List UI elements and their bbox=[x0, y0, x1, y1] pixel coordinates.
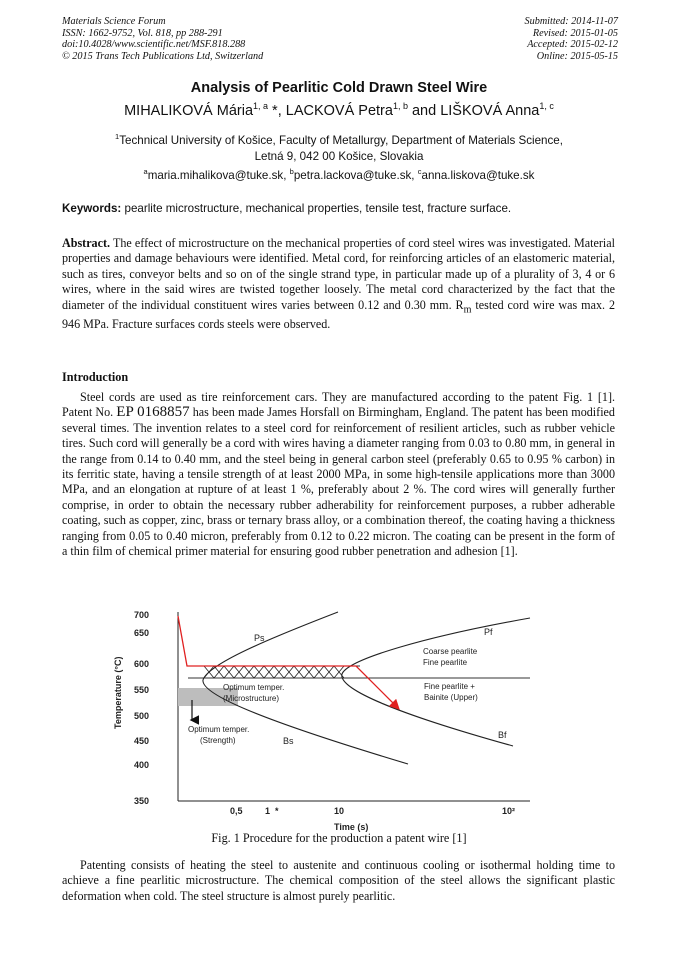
y-tick-label: 400 bbox=[134, 760, 150, 770]
opt-micro-label-1: Optimum temper. bbox=[223, 683, 285, 692]
affiliation-line1: Technical University of Košice, Faculty of Metallurgy, Department of Materials Science, bbox=[119, 133, 563, 147]
coarse-pearlite-label: Coarse pearlite bbox=[423, 647, 478, 656]
intro-text-end: has been made James Horsfall on Birmingham, England. The patent has been modified several times. The invention relates to a steel cord for reinforcement of resilient articles, such as rubber vehicle tires. Such cord will generally be a cord with wires having a diameter ranging from 0.03 to 0.80 mm, in general in the range from 0.14 to 0.40 mm, and the steel being in general carbon steel (preferably 0.65 to 0.95 % carbon) in its ferritic state, having a tensile strength of at least 2000 MPa, in some high-tensile applications more than 3000 MPa, and an elongation at rupture of at least 1 %, preferably about 2 %. The cord wires will generally further comprise, in order to obtain the necessary rubber adherability for reinforcement purposes, a rubber adherable coating, such as copper, zinc, brass or ternary brass alloy, or a combination thereof, the coating having a thickness ranging from 0.05 to 0.40 micron, preferably from 0.12 to 0.22 micron. The coating can be present in the form of a thin film of chemical primer material for ensuring good rubber penetration and adhesion [1]. bbox=[62, 405, 615, 559]
email-link[interactable]: petra.lackova@tuke.sk bbox=[293, 168, 412, 182]
author-separator: and bbox=[407, 102, 441, 119]
x-tick-label: 1 bbox=[265, 806, 271, 816]
pf-label: Pf bbox=[484, 627, 493, 637]
x-axis-label: Time (s) bbox=[334, 822, 369, 832]
y-tick-label: 650 bbox=[134, 628, 150, 638]
keywords bbox=[62, 202, 622, 215]
x-tick-label: 10² bbox=[502, 806, 516, 816]
section-heading-introduction: Introduction bbox=[62, 370, 129, 384]
bf-label: Bf bbox=[498, 730, 507, 740]
patenting-paragraph: Patenting consists of heating the steel to austenite and continuous cooling or isothermal holding time to achieve a fine pearlitic microstructure. The chemical composition of the steel allows the significant plastic deformation when cold. The steel structure is almost purely pearlitic. bbox=[62, 858, 615, 903]
y-tick-label: 450 bbox=[134, 736, 150, 746]
author-separator: *, bbox=[268, 102, 286, 119]
revised-date: Revised: 2015-01-05 bbox=[532, 27, 618, 39]
email-sup: a bbox=[143, 167, 148, 176]
email-sup: c bbox=[417, 167, 422, 176]
author-name: LACKOVÁ Petra bbox=[285, 102, 393, 119]
fine-pearlite-label: Fine pearlite bbox=[423, 658, 468, 667]
accepted-date: Accepted: 2015-02-12 bbox=[527, 39, 618, 50]
abstract-sub: m bbox=[463, 304, 472, 316]
figure-caption: Fig. 1 Procedure for the production a patent wire [1] bbox=[211, 831, 467, 845]
submission-dates bbox=[525, 16, 618, 62]
x-tick-star: * bbox=[275, 806, 279, 816]
hatched-region bbox=[204, 666, 344, 678]
email-link[interactable]: maria.mihalikova@tuke.sk bbox=[147, 168, 284, 182]
author-name: LIŠKOVÁ Anna bbox=[440, 102, 540, 119]
y-tick-label: 500 bbox=[134, 711, 150, 721]
email-separator: , bbox=[283, 168, 290, 182]
patent-number: EP 0168857 bbox=[116, 404, 190, 421]
doi: doi:10.4028/www.scientific.net/MSF.818.288 bbox=[62, 39, 246, 50]
intro-text-start: Steel cords are used as tire reinforcement cars. They are manufactured according to the patent Fig. 1 [1]. Patent No. bbox=[62, 390, 615, 420]
opt-micro-label-2: (Microstructure) bbox=[223, 694, 280, 703]
y-tick-label: 350 bbox=[134, 796, 150, 806]
online-date: Online: 2015-05-15 bbox=[536, 50, 618, 62]
opt-strength-label-2: (Strength) bbox=[200, 736, 236, 745]
keywords-text: pearlite microstructure, mechanical properties, tensile test, fracture surface. bbox=[121, 202, 512, 215]
y-axis-label: Temperature (°C) bbox=[113, 656, 123, 729]
abstract bbox=[62, 236, 615, 333]
author-sup: 1, c bbox=[539, 101, 554, 111]
journal-info bbox=[62, 16, 263, 62]
paper-title: Analysis of Pearlitic Cold Drawn Steel Wire bbox=[190, 80, 488, 96]
x-tick-label: 10 bbox=[334, 806, 345, 816]
y-tick-label: 700 bbox=[134, 610, 150, 620]
submitted-date: Submitted: 2014-11-07 bbox=[524, 16, 618, 27]
email-sup: b bbox=[289, 167, 294, 176]
fine-bainite-label-2: Bainite (Upper) bbox=[424, 693, 478, 702]
author-list bbox=[0, 101, 678, 119]
y-tick-label: 550 bbox=[134, 685, 150, 695]
opt-strength-label-1: Optimum temper. bbox=[188, 725, 250, 734]
keywords-label: Keywords: bbox=[62, 202, 122, 215]
affiliation-sup: 1 bbox=[115, 132, 120, 141]
bs-label: Bs bbox=[283, 736, 294, 746]
fine-bainite-label-1: Fine pearlite + bbox=[424, 682, 475, 691]
ps-label: Ps bbox=[254, 633, 265, 643]
email-link[interactable]: anna.liskova@tuke.sk bbox=[421, 168, 535, 182]
abstract-text-end: tested cord wire was max. 2 946 MPa. Fracture surfaces cords steels were observed. bbox=[62, 297, 616, 332]
author-name: MIHALIKOVÁ Mária bbox=[124, 102, 254, 119]
affiliation-line2: Letná 9, 042 00 Košice, Slovakia bbox=[254, 149, 424, 163]
issn: ISSN: 1662-9752, Vol. 818, pp 288-291 bbox=[62, 27, 223, 39]
author-sup: 1, b bbox=[392, 101, 408, 111]
email-separator: , bbox=[411, 168, 418, 182]
journal-name: Materials Science Forum bbox=[62, 16, 166, 27]
abstract-text: The effect of microstructure on the mechanical properties of cord steel wires was investigated. Material properties and damage behaviours were identified. Metal cord, for reinforcing articles of an elastomeric material, such as tires, conveyor belts and so on of the single strand type, in particular made up of a plurality of 3, 4 or 6 wires, where in the said wires are twisted together loosely. The metal cord characterized by the fact that the diameter of the individual constituent wires varies between 0.12 and 0.30 mm. R bbox=[62, 236, 615, 312]
y-tick-label: 600 bbox=[134, 659, 150, 669]
email-list bbox=[0, 167, 678, 182]
copyright: © 2015 Trans Tech Publications Ltd, Switzerland bbox=[62, 50, 264, 62]
affiliation bbox=[0, 129, 678, 165]
author-sup: 1, a bbox=[253, 101, 269, 111]
x-tick-label: 0,5 bbox=[230, 806, 243, 816]
patenting-diagram bbox=[108, 604, 538, 832]
introduction-text bbox=[62, 390, 615, 559]
abstract-label: Abstract. bbox=[62, 236, 111, 250]
